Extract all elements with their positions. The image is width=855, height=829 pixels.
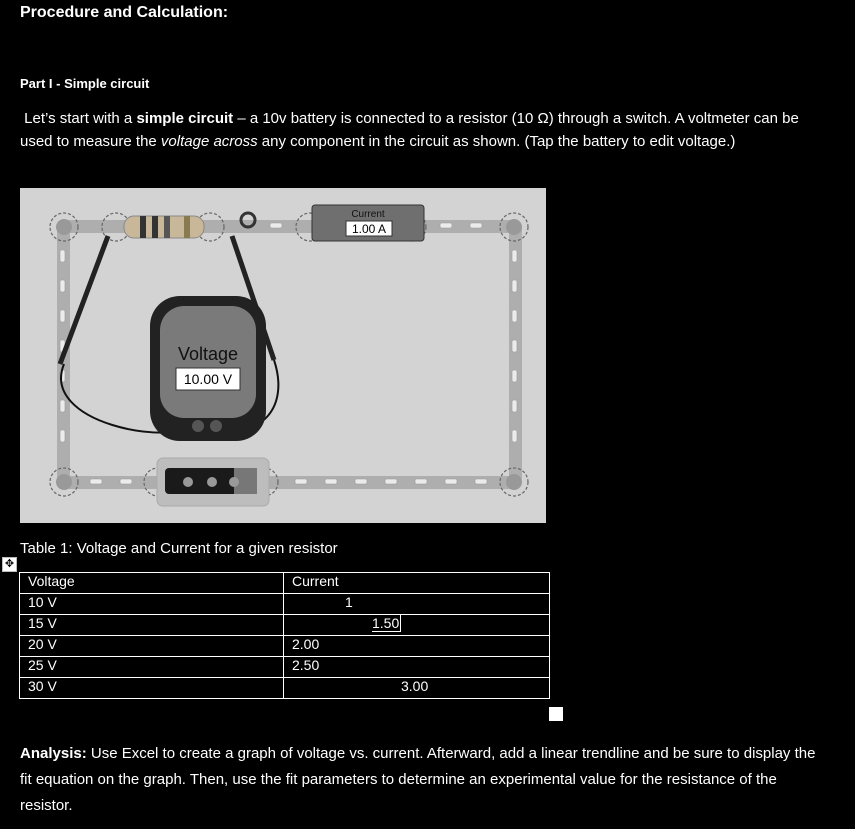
cell-current[interactable] bbox=[284, 678, 550, 699]
intro-text-2: – a 10v battery is connected to a resistor (10 Ω) through a switch. A voltmeter can be used to measure the bbox=[20, 110, 799, 150]
table-header-row bbox=[20, 573, 550, 594]
cell-current[interactable]: 2.00 bbox=[284, 636, 550, 657]
cell-current-value: 1.50 bbox=[372, 615, 400, 631]
cell-current-value: 3.00 bbox=[401, 678, 429, 694]
table-row bbox=[20, 678, 550, 699]
intro-bold-term: simple circuit bbox=[136, 110, 234, 127]
page-heading: Procedure and Calculation: bbox=[20, 4, 229, 21]
part-title: Part I - Simple circuit bbox=[20, 76, 150, 91]
table-row bbox=[20, 657, 550, 678]
ammeter[interactable] bbox=[312, 205, 424, 241]
cell-voltage[interactable]: 20 V bbox=[20, 636, 284, 657]
cell-current-value: 1 bbox=[345, 594, 353, 610]
battery[interactable] bbox=[157, 458, 269, 506]
table-caption: Table 1: Voltage and Current for a given resistor bbox=[20, 540, 338, 557]
header-current: Current bbox=[284, 573, 550, 594]
voltmeter[interactable] bbox=[150, 296, 266, 441]
analysis-paragraph bbox=[20, 741, 830, 819]
analysis-text: Use Excel to create a graph of voltage vs. current. Afterward, add a linear trendline and be sure to display the fit equation on the graph. Then, use the fit parameters to determine an experimental value for the resistance of the resistor. bbox=[20, 745, 816, 814]
cell-current[interactable]: 2.50 bbox=[284, 657, 550, 678]
cell-current[interactable] bbox=[284, 615, 550, 636]
table-resize-handle[interactable] bbox=[549, 707, 563, 721]
cell-voltage[interactable]: 30 V bbox=[20, 678, 284, 699]
intro-paragraph bbox=[20, 107, 820, 153]
header-voltage: Voltage bbox=[20, 573, 284, 594]
voltmeter-value: 10.00 V bbox=[183, 371, 233, 387]
ammeter-value: 1.00 A bbox=[351, 222, 387, 236]
cell-current[interactable] bbox=[284, 594, 550, 615]
analysis-label: Analysis: bbox=[20, 745, 87, 762]
cell-voltage[interactable]: 10 V bbox=[20, 594, 284, 615]
ammeter-label: Current bbox=[351, 209, 385, 220]
resistor[interactable] bbox=[124, 216, 204, 238]
cell-voltage[interactable]: 25 V bbox=[20, 657, 284, 678]
table-row bbox=[20, 594, 550, 615]
intro-text-1: Let’s start with a bbox=[24, 110, 137, 127]
cell-voltage[interactable]: 15 V bbox=[20, 615, 284, 636]
circuit-simulation-image[interactable] bbox=[20, 188, 546, 523]
intro-text-3: any component in the circuit as shown. (Tap the battery to edit voltage.) bbox=[257, 133, 736, 150]
intro-italic-term: voltage across bbox=[160, 133, 258, 150]
table-move-handle-icon[interactable]: ✥ bbox=[2, 557, 17, 572]
table-row bbox=[20, 636, 550, 657]
voltage-current-table bbox=[19, 572, 550, 699]
table-row bbox=[20, 615, 550, 636]
voltmeter-label: Voltage bbox=[177, 344, 239, 364]
